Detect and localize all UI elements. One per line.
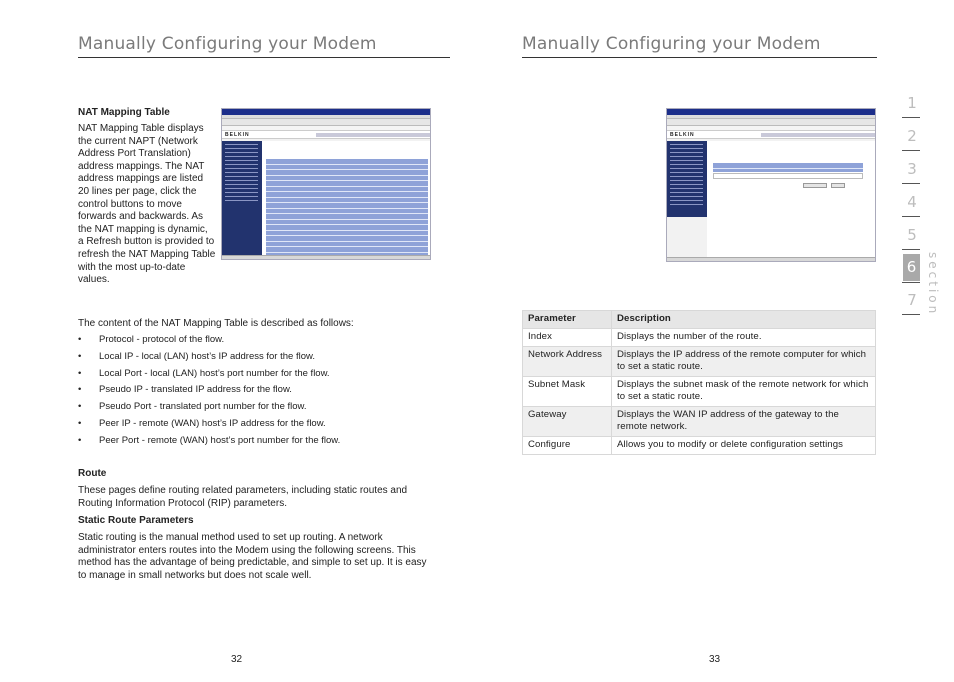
- list-item: • Local IP - local (LAN) host’s IP address for the flow.: [78, 350, 438, 367]
- screenshot-statusbar: [667, 257, 875, 261]
- screenshot-toolbar: [667, 119, 875, 126]
- cell-description: Allows you to modify or delete configuration settings: [612, 437, 876, 455]
- table-row: [523, 329, 876, 347]
- nat-mapping-screenshot: [221, 108, 431, 260]
- table-row: [523, 377, 876, 407]
- section-tab-7[interactable]: 7: [907, 291, 917, 309]
- header-description: Description: [612, 311, 876, 329]
- static-route-screenshot: [666, 108, 876, 262]
- cell-parameter: Gateway: [523, 407, 612, 437]
- route-table-grid: [713, 163, 863, 172]
- cell-parameter: Configure: [523, 437, 612, 455]
- cell-description: Displays the IP address of the remote computer for which to set a static route.: [612, 347, 876, 377]
- header-parameter: Parameter: [523, 311, 612, 329]
- section-divider: [902, 282, 920, 283]
- list-item: • Local Port - local (LAN) host’s port number for the flow.: [78, 367, 438, 384]
- screenshot-brandbar: [667, 131, 875, 139]
- section-divider: [902, 249, 920, 250]
- table-row: [523, 437, 876, 455]
- section-divider: [902, 117, 920, 118]
- route-paragraph: These pages define routing related parameters, including static routes and Routing Information Protocol (RIP) parameters.: [78, 485, 408, 509]
- route-parameter-table: [522, 310, 876, 455]
- cell-description: Displays the number of the route.: [612, 329, 876, 347]
- static-route-paragraph: Static routing is the manual method used to set up routing. A network administrator enters routes into the Modem using the following screens. This method has the advantage of being predictable, and simple to set up. It is easy to manage in small networks but does not scale well.: [78, 532, 427, 581]
- section-divider: [902, 216, 920, 217]
- title-rule-right: [522, 57, 877, 58]
- belkin-logo: BELKIN: [670, 132, 695, 138]
- cell-parameter: Index: [523, 329, 612, 347]
- nat-table-intro: The content of the NAT Mapping Table is described as follows:: [78, 318, 354, 329]
- belkin-logo: BELKIN: [225, 132, 250, 138]
- table-header-row: [523, 311, 876, 329]
- page-number-right: 33: [709, 654, 721, 665]
- screenshot-nav-strip: [316, 133, 430, 137]
- section-tab-3[interactable]: 3: [907, 160, 917, 178]
- screenshot-sidebar: [667, 141, 707, 217]
- screenshot-content: [707, 141, 875, 257]
- list-item: • Protocol - protocol of the flow.: [78, 333, 438, 350]
- cell-parameter: Subnet Mask: [523, 377, 612, 407]
- list-item: • Peer IP - remote (WAN) host’s IP address for the flow.: [78, 417, 438, 434]
- screenshot-nav-strip: [761, 133, 875, 137]
- section-tab-5[interactable]: 5: [907, 226, 917, 244]
- help-button: [831, 183, 845, 188]
- section-tab-6-active[interactable]: 6: [903, 254, 920, 281]
- route-heading: Route: [78, 468, 107, 479]
- table-row: [523, 347, 876, 377]
- section-tab-1[interactable]: 1: [907, 94, 917, 112]
- title-rule-left: [78, 57, 450, 58]
- screenshot-toolbar: [222, 119, 430, 126]
- static-route-heading: Static Route Parameters: [78, 515, 194, 526]
- section-divider: [902, 314, 920, 315]
- page-title-left: Manually Configuring your Modem: [78, 34, 377, 54]
- screenshot-content: [262, 141, 430, 255]
- section-divider: [902, 183, 920, 184]
- nat-mapping-heading: NAT Mapping Table: [78, 107, 170, 118]
- list-item: • Pseudo Port - translated port number for the flow.: [78, 400, 438, 417]
- screenshot-statusbar: [222, 255, 430, 259]
- route-table-empty-row: [713, 173, 863, 179]
- section-tab-4[interactable]: 4: [907, 193, 917, 211]
- nat-fields-list: [78, 333, 438, 451]
- nat-mapping-paragraph: NAT Mapping Table displays the current NAPT (Network Address Port Translation) address mappings. The NAT address mappings are listed 20 lines per page, click the control buttons to move forwards and backwards. As the NAT mapping is dynamic, a Refresh button is provided to refresh the NAT Mapping Table with the most up-to-date values.: [78, 123, 216, 286]
- screenshot-brandbar: [222, 131, 430, 139]
- cell-description: Displays the WAN IP address of the gateway to the remote network.: [612, 407, 876, 437]
- screenshot-sidebar: [222, 141, 262, 255]
- cell-parameter: Network Address: [523, 347, 612, 377]
- page-title-right: Manually Configuring your Modem: [522, 34, 821, 54]
- section-tab-2[interactable]: 2: [907, 127, 917, 145]
- section-label: section: [926, 252, 940, 317]
- list-item: • Peer Port - remote (WAN) host’s port number for the flow.: [78, 434, 438, 451]
- section-divider: [902, 150, 920, 151]
- nat-table-grid: [266, 159, 428, 255]
- add-route-button: [803, 183, 827, 188]
- list-item: • Pseudo IP - translated IP address for the flow.: [78, 383, 438, 400]
- table-row: [523, 407, 876, 437]
- page-number-left: 32: [231, 654, 243, 665]
- cell-description: Displays the subnet mask of the remote network for which to set a static route.: [612, 377, 876, 407]
